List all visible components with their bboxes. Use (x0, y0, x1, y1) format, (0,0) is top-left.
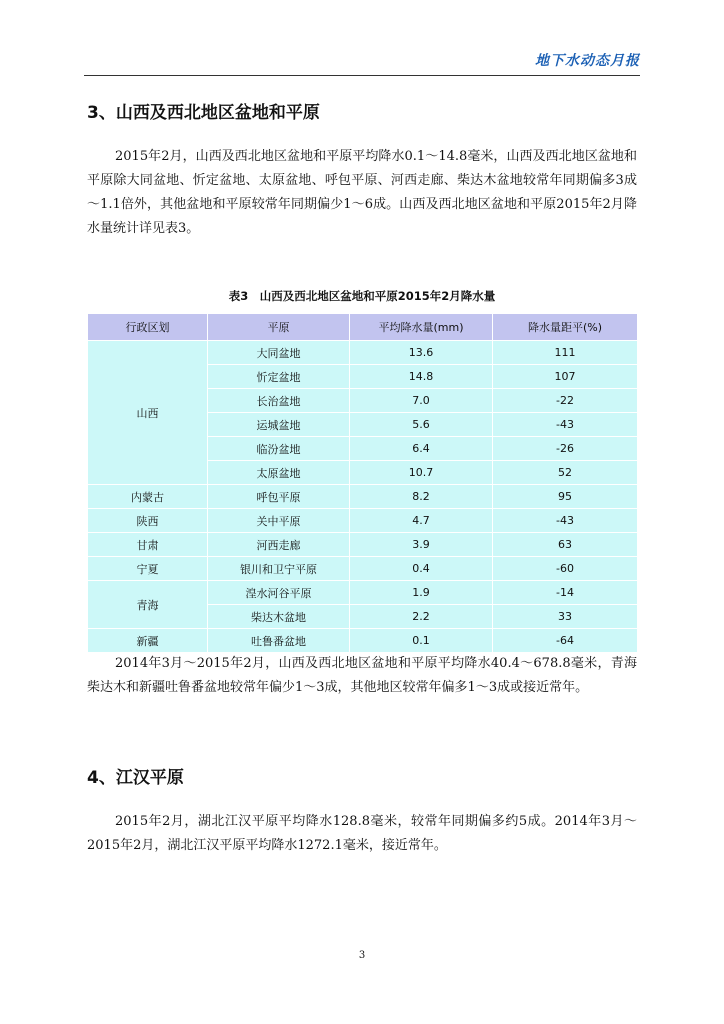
rain-cell: 6.4 (350, 437, 493, 461)
rain-cell: 5.6 (350, 413, 493, 437)
plain-cell: 河西走廊 (208, 533, 350, 557)
paragraph-text: 2015年2月，湖北江汉平原平均降水128.8毫米，较常年同期偏多约5成。2014年3月～2015年2月，湖北江汉平原平均降水1272.1毫米，接近常年。 (87, 814, 637, 853)
anomaly-cell: 95 (493, 485, 638, 509)
plain-cell: 临汾盆地 (208, 437, 350, 461)
rain-cell: 8.2 (350, 485, 493, 509)
plain-cell: 柴达木盆地 (208, 605, 350, 629)
region-cell: 宁夏 (88, 557, 208, 581)
anomaly-cell: -60 (493, 557, 638, 581)
region-cell: 青海 (88, 581, 208, 629)
rain-cell: 0.4 (350, 557, 493, 581)
anomaly-cell: -43 (493, 509, 638, 533)
anomaly-cell: 52 (493, 461, 638, 485)
plain-cell: 吐鲁番盆地 (208, 629, 350, 653)
plain-cell: 大同盆地 (208, 341, 350, 365)
column-header: 平原 (208, 314, 350, 341)
anomaly-cell: -22 (493, 389, 638, 413)
column-header: 行政区划 (88, 314, 208, 341)
column-header: 平均降水量(mm) (350, 314, 493, 341)
rain-cell: 10.7 (350, 461, 493, 485)
rain-cell: 2.2 (350, 605, 493, 629)
anomaly-cell: 111 (493, 341, 638, 365)
anomaly-cell: -26 (493, 437, 638, 461)
rain-cell: 0.1 (350, 629, 493, 653)
header-divider (84, 75, 640, 76)
rain-cell: 3.9 (350, 533, 493, 557)
plain-cell: 太原盆地 (208, 461, 350, 485)
section-3-heading: 3、山西及西北地区盆地和平原 (87, 103, 320, 123)
anomaly-cell: -14 (493, 581, 638, 605)
page-number: 3 (358, 950, 366, 961)
table-row (88, 533, 638, 557)
table-row (88, 485, 638, 509)
table-row (88, 557, 638, 581)
paragraph-text: 2015年2月，山西及西北地区盆地和平原平均降水0.1～14.8毫米，山西及西北地区盆地和平原除大同盆地、忻定盆地、太原盆地、呼包平原、河西走廊、柴达木盆地较常年同期偏多3成～1.1倍外，其他盆地和平原较常年同期偏少1～6成。山西及西北地区盆地和平原2015年2月降水量统计详见表3。 (87, 149, 637, 236)
anomaly-cell: -64 (493, 629, 638, 653)
table-row (88, 509, 638, 533)
table-row (88, 581, 638, 605)
region-cell: 陕西 (88, 509, 208, 533)
region-cell: 内蒙古 (88, 485, 208, 509)
anomaly-cell: -43 (493, 413, 638, 437)
rain-cell: 1.9 (350, 581, 493, 605)
table-row (88, 629, 638, 653)
column-header: 降水量距平(%) (493, 314, 638, 341)
plain-cell: 长治盆地 (208, 389, 350, 413)
table-row (88, 341, 638, 365)
table-header-row (88, 314, 638, 341)
paragraph-text: 2014年3月～2015年2月，山西及西北地区盆地和平原平均降水40.4～678.8毫米，青海柴达木和新疆吐鲁番盆地较常年偏少1～3成，其他地区较常年偏多1～3成或接近常年。 (87, 656, 637, 695)
anomaly-cell: 33 (493, 605, 638, 629)
region-cell: 新疆 (88, 629, 208, 653)
plain-cell: 呼包平原 (208, 485, 350, 509)
anomaly-cell: 107 (493, 365, 638, 389)
table-caption: 表3 山西及西北地区盆地和平原2015年2月降水量 (228, 289, 496, 303)
rain-cell: 4.7 (350, 509, 493, 533)
section-4-paragraph-1 (87, 810, 637, 858)
region-cell: 甘肃 (88, 533, 208, 557)
section-3-paragraph-1 (87, 145, 637, 241)
rain-cell: 7.0 (350, 389, 493, 413)
rain-cell: 14.8 (350, 365, 493, 389)
plain-cell: 银川和卫宁平原 (208, 557, 350, 581)
section-3-paragraph-2 (87, 652, 637, 700)
rainfall-table (87, 313, 638, 653)
report-title: 地下水动态月报 (535, 53, 640, 69)
plain-cell: 关中平原 (208, 509, 350, 533)
plain-cell: 湟水河谷平原 (208, 581, 350, 605)
plain-cell: 忻定盆地 (208, 365, 350, 389)
plain-cell: 运城盆地 (208, 413, 350, 437)
rain-cell: 13.6 (350, 341, 493, 365)
anomaly-cell: 63 (493, 533, 638, 557)
section-4-heading: 4、江汉平原 (87, 768, 184, 788)
region-cell: 山西 (88, 341, 208, 485)
